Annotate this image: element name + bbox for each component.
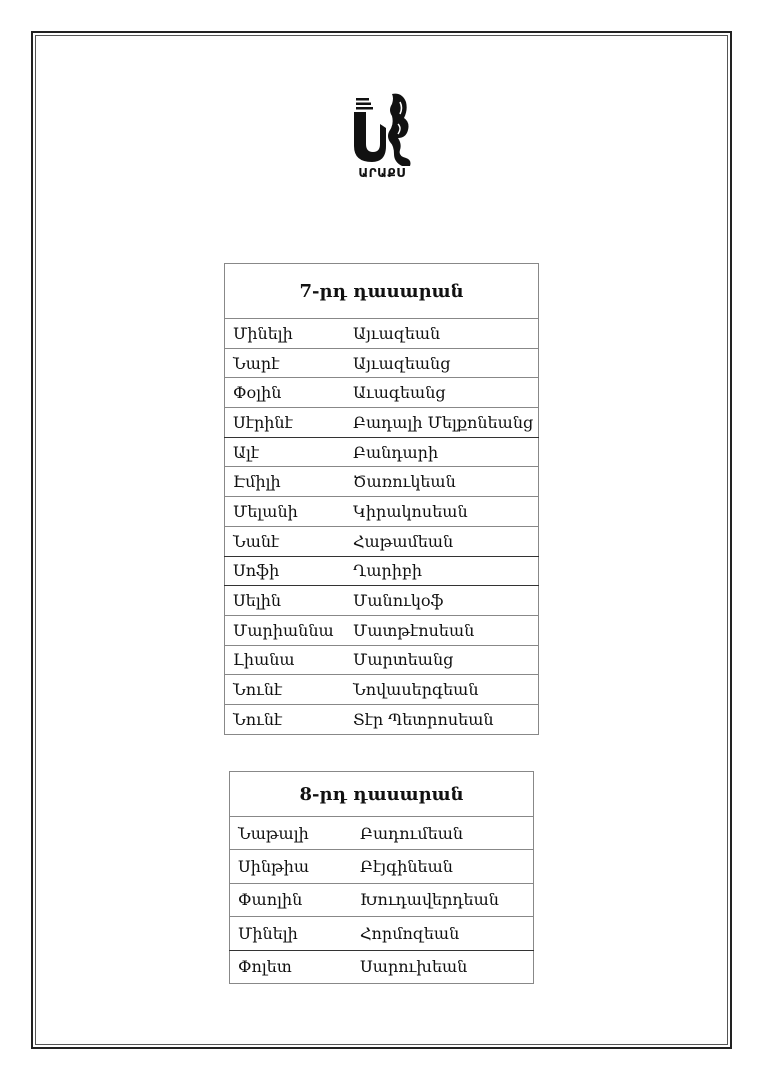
last-name: Ծառուկեան <box>343 467 539 497</box>
first-name: Մինելի <box>230 917 351 950</box>
last-name: Բադումեան <box>350 817 534 850</box>
first-name: Մինելի <box>225 319 344 349</box>
last-name: Այւազեանց <box>343 348 539 378</box>
table-row <box>230 817 534 850</box>
first-name: Սոֆի <box>225 556 344 586</box>
table-row <box>225 615 539 645</box>
last-name: Նովասերգեան <box>343 675 539 705</box>
last-name: Մատթէոսեան <box>343 615 539 645</box>
table-row <box>225 348 539 378</box>
table-row <box>230 883 534 916</box>
last-name: Աւագեանց <box>343 378 539 408</box>
first-name: Նունէ <box>225 675 344 705</box>
first-name: Փաոլին <box>230 883 351 916</box>
logo-text: ԱՐԱՔՍ <box>358 166 406 180</box>
araks-logo <box>340 88 424 188</box>
first-name: Էմիլի <box>225 467 344 497</box>
table-row <box>225 675 539 705</box>
table-row <box>225 437 539 467</box>
last-name: Հորմոզեան <box>350 917 534 950</box>
first-name: Փօլին <box>225 378 344 408</box>
table-row <box>230 950 534 983</box>
table-row <box>225 526 539 556</box>
first-name: Լիանա <box>225 645 344 675</box>
last-name: Բէյգինեան <box>350 850 534 883</box>
first-name: Մելանի <box>225 497 344 527</box>
table-row <box>225 378 539 408</box>
last-name: Տէր Պետրոսեան <box>343 704 539 734</box>
first-name: Մարիաննա <box>225 615 344 645</box>
last-name: Այւազեան <box>343 319 539 349</box>
table-row <box>230 850 534 883</box>
first-name: Սելին <box>225 586 344 616</box>
last-name: Սարուխեան <box>350 950 534 983</box>
first-name: Փոլետ <box>230 950 351 983</box>
table-row <box>225 497 539 527</box>
first-name: Նարէ <box>225 348 344 378</box>
last-name: Մանուկօֆ <box>343 586 539 616</box>
table-row <box>225 704 539 734</box>
last-name: Ղարիբի <box>343 556 539 586</box>
table-row <box>225 408 539 438</box>
table-row <box>225 319 539 349</box>
first-name: Ալէ <box>225 437 344 467</box>
first-name: Սինթիա <box>230 850 351 883</box>
last-name: Բանդարի <box>343 437 539 467</box>
table-row <box>225 467 539 497</box>
last-name: Մարտեանց <box>343 645 539 675</box>
table-row <box>225 556 539 586</box>
class-7-table <box>224 263 539 735</box>
class-8-table <box>229 771 534 984</box>
last-name: Կիրակոսեան <box>343 497 539 527</box>
first-name: Նունէ <box>225 704 344 734</box>
first-name: Նանէ <box>225 526 344 556</box>
table-row <box>230 917 534 950</box>
class-7-title: 7-րդ դասարան <box>225 264 539 319</box>
first-name: Նաթալի <box>230 817 351 850</box>
table-row <box>225 645 539 675</box>
class-8-title: 8-րդ դասարան <box>230 772 534 817</box>
last-name: Բադալի Մելքոնեանց <box>343 408 539 438</box>
table-row <box>225 586 539 616</box>
last-name: Հաթամեան <box>343 526 539 556</box>
first-name: Սէրինէ <box>225 408 344 438</box>
last-name: Խուդավերդեան <box>350 883 534 916</box>
araks-logo-emblem-icon <box>340 88 424 166</box>
